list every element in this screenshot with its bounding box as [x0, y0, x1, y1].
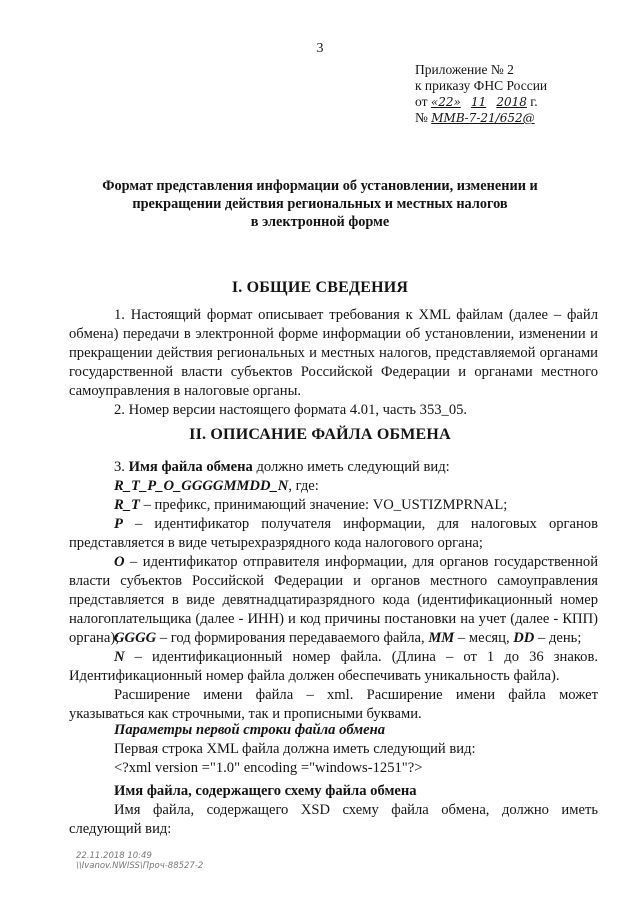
- first-line-params-heading: Параметры первой строки файла обмена: [114, 722, 386, 738]
- appendix-date: от «22» 11 2018 г.: [415, 94, 538, 109]
- date-day: «22»: [430, 95, 461, 109]
- paragraph-2: 2. Номер версии настоящего формата 4.01, часть 353_05.: [114, 402, 468, 418]
- def-o: O – идентификатор отправителя информации, для органов государственной власти субъектов Российской Федерации и органов местного самоуправления представляется в виде девятнадцатиразрядного кода (идентификационный номер налогоплательщика (далее - ИНН) и код причины постановки на учет (далее - КПП) органа);: [69, 554, 599, 646]
- section1-heading: I. ОБЩИЕ СВЕДЕНИЯ: [231, 279, 409, 296]
- page-number: 3: [316, 41, 324, 56]
- schema-file-text: Имя файла, содержащего XSD схему файла обмена, должно иметь следующий вид:: [69, 802, 598, 837]
- date-month: 11: [470, 95, 487, 109]
- section2-heading: II. ОПИСАНИЕ ФАЙЛА ОБМЕНА: [189, 426, 451, 443]
- footer-stamp: 22.11.2018 10:49 \\Ivanov.NWISS\Проч-88527-2: [76, 851, 204, 871]
- appendix-title: Приложение № 2: [415, 62, 514, 77]
- def-p: P – идентификатор получателя информации, для налоговых органов представляется в виде четырехразрядного кода налогового органа;: [69, 516, 598, 551]
- appendix-block: [415, 62, 547, 126]
- paragraph-3: 3. Имя файла обмена должно иметь следующий вид:: [114, 459, 450, 475]
- paragraph-1: 1. Настоящий формат описывает требования к XML файлам (далее – файл обмена) передачи в электронной форме информации об установлении, изменении и прекращении действия региональных и местных налогов, представляемой органами государственной власти субъектов Российской Федерации и органами местного самоуправления в налоговые органы.: [69, 307, 598, 399]
- appendix-order: к приказу ФНС России: [415, 78, 548, 93]
- first-line-params-text: Первая строка XML файла должна иметь следующий вид:: [114, 741, 476, 757]
- extension-note: Расширение имени файла – xml. Расширение имени файла может указываться как строчными, так и прописными буквами.: [69, 687, 598, 722]
- def-rt: R_T – префикс, принимающий значение: VO_USTIZMPRNAL;: [114, 497, 508, 513]
- document-title: Формат представления информации об установлении, изменении и прекращении действия региональных и местных налогов в электронной форме: [102, 178, 538, 230]
- order-number: ММВ-7-21/652@: [431, 111, 535, 125]
- filename-pattern: R_T_P_O_GGGGMMDD_N, где:: [114, 478, 319, 494]
- xml-declaration: <?xml version ="1.0" encoding ="windows-1251"?>: [114, 760, 423, 776]
- def-gggg: GGGG – год формирования передаваемого файла, MM – месяц, DD – день;: [114, 630, 582, 646]
- date-year: 2018: [496, 95, 527, 109]
- appendix-number: № ММВ-7-21/652@: [415, 110, 535, 125]
- def-n: N – идентификационный номер файла. (Длина – от 1 до 36 знаков. Идентификационный номер файла должен обеспечивать уникальность файла).: [69, 649, 598, 684]
- schema-file-heading: Имя файла, содержащего схему файла обмена: [114, 783, 417, 799]
